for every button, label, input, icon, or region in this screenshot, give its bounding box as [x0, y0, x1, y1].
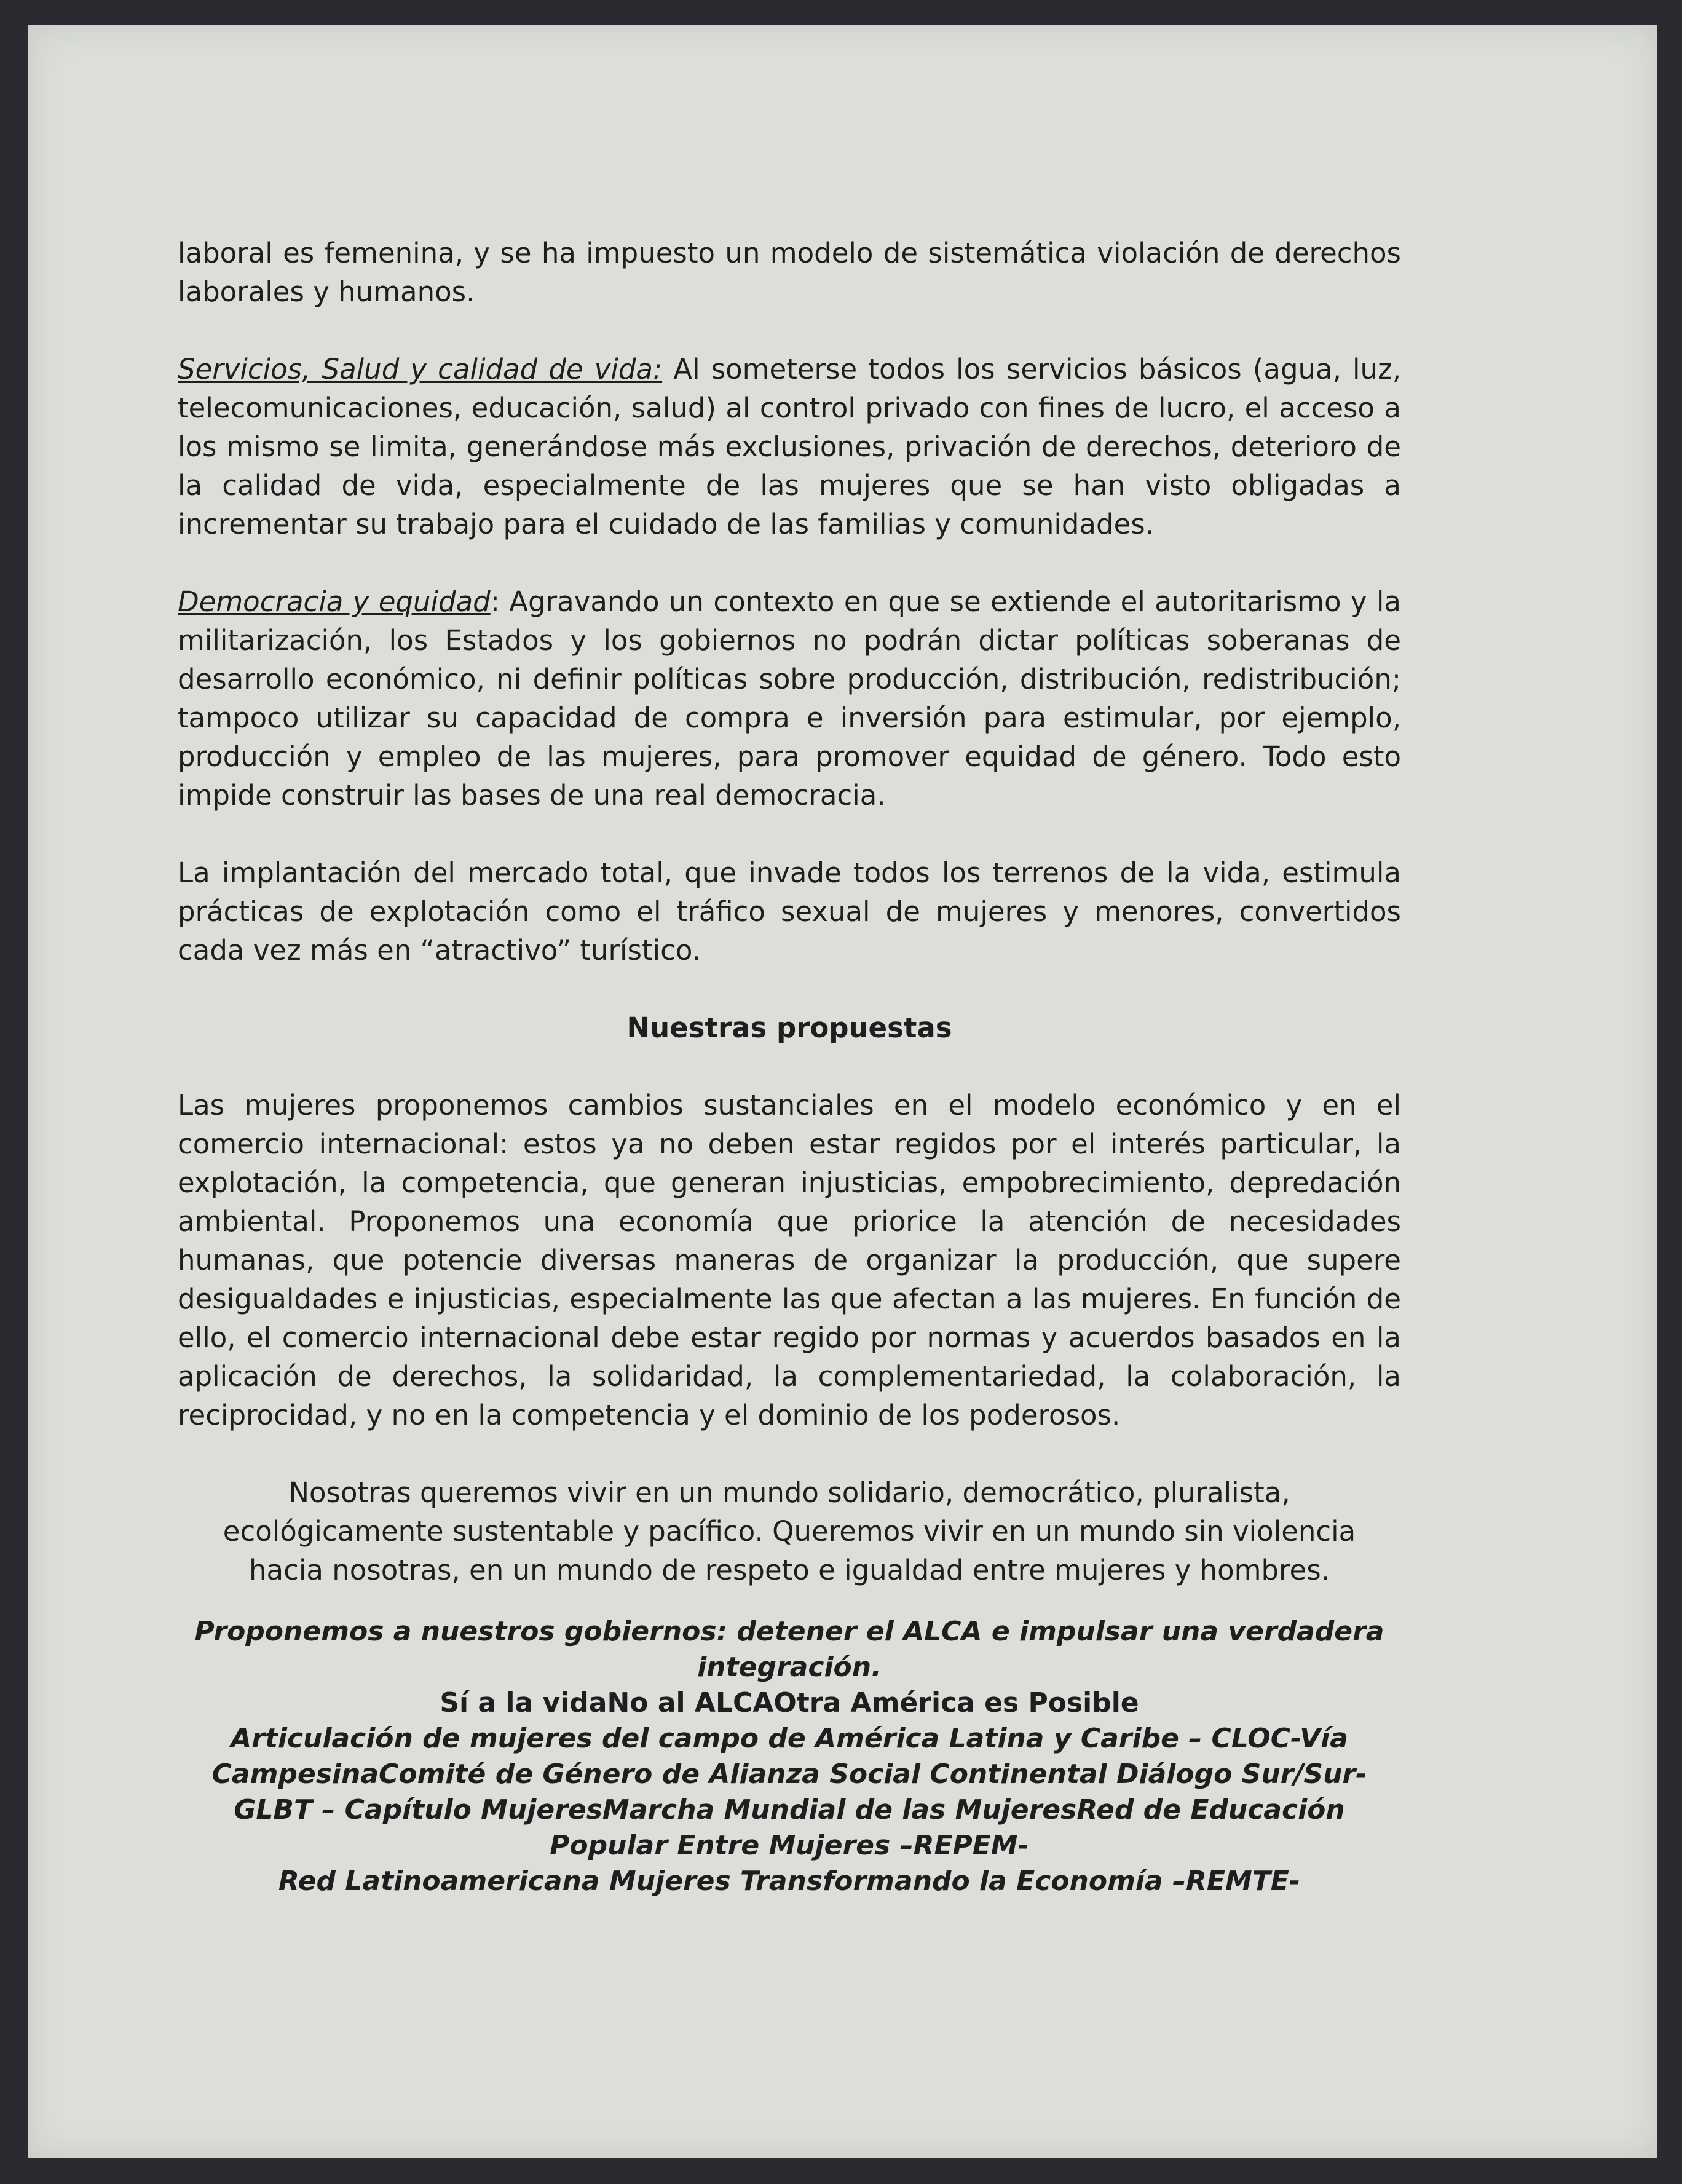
paragraph-proposal: Las mujeres proponemos cambios sustanciales en el modelo económico y en el comercio internacional: estos ya no deben estar regidos por el interés particular, la explotación, la competencia, que generan injusticias, empobrecimiento, depredación ambiental. Proponemos una economía que priorice la atención de necesidades humanas, que potencie diversas maneras de organizar la producción, que supere desigualdades e injusticias, especialmente las que afectan a las mujeres. En función de ello, el comercio internacional debe estar regido por normas y acuerdos basados en la aplicación de derechos, la solidaridad, la complementariedad, la colaboración, la reciprocidad, y no en la competencia y el dominio de los poderosos.: [178, 1089, 1401, 1431]
paragraph-lead: Servicios, Salud y calidad de vida:: [178, 353, 663, 386]
paragraph-democracy: [178, 582, 1401, 815]
paragraph-market: [178, 853, 1401, 970]
footer-block: [178, 1614, 1401, 1899]
paragraph-text: : Agravando un contexto en que se extiende el autoritarismo y la militarización, los Estados y los gobiernos no podrán dictar políticas soberanas de desarrollo económico, ni definir políticas sobre producción, distribución, redistribución; tampoco utilizar su capacidad de compra e inversión para estimular, por ejemplo, producción y empleo de las mujeres, para promover equidad de género. Todo esto impide construir las bases de una real democracia.: [178, 585, 1401, 812]
paragraph-labor: [178, 234, 1401, 311]
footer-organization-remte: Red Latinoamericana Mujeres Transformando la Economía –REMTE-: [278, 1866, 1301, 1897]
paragraph-services: [178, 350, 1401, 544]
paragraph-lead: Democracia y equidad: [178, 585, 491, 618]
paragraph-text: Al someterse todos los servicios básicos (agua, luz, telecomunicaciones, educación, salud) al control privado con fines de lucro, el acceso a los mismo se limita, generándose más exclusiones, privación de derechos, deterioro de la calidad de vida, especialmente de las mujeres que se han visto obligadas a incrementar su trabajo para el cuidado de las familias y comunidades.: [178, 353, 1401, 540]
document-body: [178, 234, 1401, 1899]
footer-organizations: Articulación de mujeres del campo de América Latina y Caribe – CLOC-Vía CampesinaComité de Género de Alianza Social Continental Diálogo Sur/Sur-GLBT – Capítulo MujeresMarcha Mundial de las MujeresRed de Educación Popular Entre Mujeres –REPEM-: [211, 1723, 1367, 1861]
footer-call: Proponemos a nuestros gobiernos: detener el ALCA e impulsar una verdadera integración.: [194, 1616, 1384, 1683]
paragraph-text: laboral es femenina, y se ha impuesto un modelo de sistemática violación de derechos laborales y humanos.: [178, 237, 1401, 308]
scanned-page: [28, 25, 1657, 2158]
section-heading: Nuestras propuestas: [626, 1011, 952, 1044]
paragraph-text: La implantación del mercado total, que invade todos los terrenos de la vida, estimula prácticas de explotación como el tráfico sexual de mujeres y menores, convertidos cada vez más en “atractivo” turístico.: [178, 857, 1401, 967]
footer-slogans: Sí a la vidaNo al ALCAOtra América es Posible: [440, 1687, 1139, 1719]
paragraph-closing: Nosotras queremos vivir en un mundo solidario, democrático, pluralista, ecológicamente sustentable y pacífico. Queremos vivir en un mundo sin violencia hacia nosotras, en un mundo de respeto e igualdad entre mujeres y hombres.: [223, 1476, 1356, 1586]
